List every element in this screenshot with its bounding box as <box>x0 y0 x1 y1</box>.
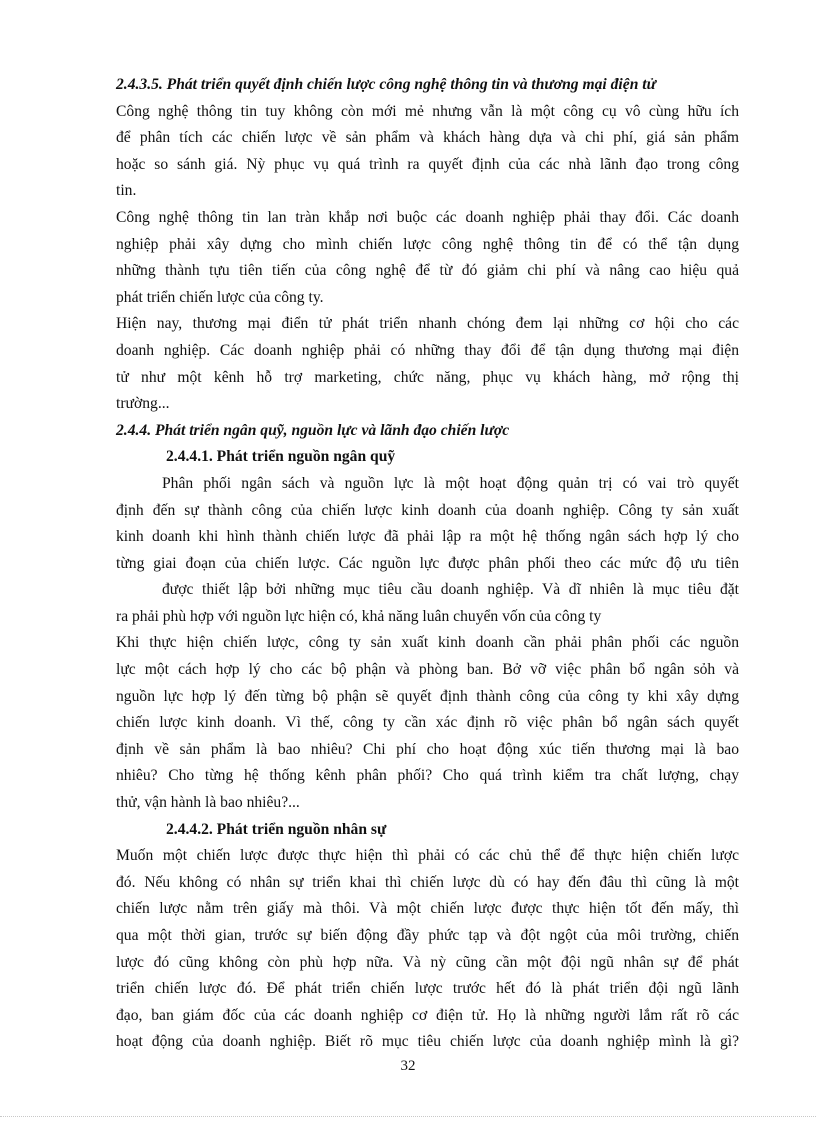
text-line: Phân phối ngân sách và nguồn lực là một hoạt động quản trị có vai trò quyết <box>162 474 739 492</box>
text-line: chiến lược kinh doanh. Vì thế, công ty cần xác định rõ việc phân bổ ngân sách quyết <box>116 714 739 732</box>
text-line: định về sản phẩm là bao nhiêu? Chi phí cho hoạt động xúc tiến thương mại là bao <box>116 740 739 758</box>
text-line: những thành tựu tiên tiến của công nghệ để từ đó giảm chi phí và nâng cao hiệu quả <box>116 262 739 280</box>
text-line: tin. <box>116 182 137 200</box>
text-line: để phân tích các chiến lược về sản phẩm và khách hàng dựa và chi phí, giá sản phẩm <box>116 129 739 147</box>
text-line: hoạt động của doanh nghiệp. Biết rõ mục tiêu chiến lược của doanh nghiệp mình là gì? <box>116 1033 739 1051</box>
text-line: nghiệp phải xây dựng cho mình chiến lược công nghệ thông tin để có thể tận dụng <box>116 235 739 253</box>
text-line: phát triển chiến lược của công ty. <box>116 288 324 306</box>
text-line: chiến lược nằm trên giấy mà thôi. Và một chiến lược được thực hiện tốt đến mấy, thì <box>116 900 739 918</box>
text-line: qua một thời gian, trước sự biến động đầy phức tạp và đột ngột của môi trường, chiến <box>116 927 739 944</box>
footer-divider <box>0 1116 816 1117</box>
text-line: định đến sự thành công của chiến lược kinh doanh của doanh nghiệp. Công ty sản xuất <box>116 501 739 519</box>
text-line: thử, vận hành là bao nhiêu?... <box>116 794 300 812</box>
text-line: Công nghệ thông tin tuy không còn mới mẻ nhưng vẫn là một công cụ vô cùng hữu ích <box>116 102 739 120</box>
text-line: nhiêu? Cho từng hệ thống kênh phân phối? Cho quá trình kiểm tra chất lượng, chạy <box>116 767 739 785</box>
text-line: kinh doanh khi hình thành chiến lược đã phải lập ra một hệ thống ngân sách hợp lý cho <box>116 528 739 546</box>
document-page <box>116 72 739 1056</box>
text-line: Công nghệ thông tin lan tràn khắp nơi buộc các doanh nghiệp phải thay đổi. Các doanh <box>116 208 739 226</box>
text-line: từng giai đoạn của chiến lược. Các nguồn lực được phân phối theo các mức độ ưu tiên <box>116 554 739 572</box>
text-line: đạo, ban giám đốc của các doanh nghiệp cơ điện tử. Họ là những người lắm rất rõ các <box>116 1006 739 1024</box>
text-line: triển chiến lược đó. Để phát triển chiến lược trước hết đó là phát triển đội ngũ lãnh <box>116 980 739 998</box>
subsection-heading: 2.4.4.1. Phát triển nguồn ngân quỹ <box>166 448 396 466</box>
page-number: 32 <box>400 1058 416 1074</box>
text-line: tử như một kênh hỗ trợ marketing, chức năng, phục vụ khách hàng, mở rộng thị <box>116 368 739 386</box>
subsection-heading: 2.4.4.2. Phát triển nguồn nhân sự <box>166 820 387 838</box>
text-line: ra phải phù hợp với nguồn lực hiện có, khả năng luân chuyển vốn của công ty <box>116 607 602 625</box>
text-line: Muốn một chiến lược được thực hiện thì phải có các chủ thể để thực hiện chiến lược <box>116 847 739 865</box>
text-line: lực một cách hợp lý cho các bộ phận và phòng ban. Bở vỡ việc phân bổ ngân sỏh và <box>116 661 739 679</box>
text-line: hoặc so sánh giá. Nỳ phục vụ quá trình ra quyết định của các nhà lãnh đạo trong công <box>116 155 739 173</box>
section-heading: 2.4.4. Phát triển ngân quỹ, nguồn lực và lãnh đạo chiến lược <box>116 421 510 439</box>
text-line: Hiện nay, thương mại điển tử phát triển nhanh chóng đem lại những cơ hội cho các <box>116 315 739 333</box>
text-line: doanh nghiệp. Các doanh nghiệp phải có những thay đổi để tận dụng thương mại điện <box>116 341 739 359</box>
text-line: trường... <box>116 395 170 413</box>
text-line: được thiết lập bởi những mục tiêu cầu doanh nghiệp. Và dĩ nhiên là mục tiêu đặt <box>162 581 739 599</box>
text-line: đó. Nếu không có nhân sự triển khai thì chiến lược dù có hay đến đâu thì cũng là một <box>116 873 739 891</box>
text-line: Khi thực hiện chiến lược, công ty sản xuất kinh doanh cần phải phân phối các nguồn <box>116 634 739 652</box>
section-heading: 2.4.3.5. Phát triển quyết định chiến lược công nghệ thông tin và thương mại điện tử <box>116 76 656 93</box>
text-line: lược đó cũng không còn phù hợp nữa. Và nỳ cũng cần một đội ngũ nhân sự để phát <box>116 953 739 971</box>
text-line: nguồn lực hợp lý đến từng bộ phận sẽ quyết định thành công của công ty khi xây dựng <box>116 687 739 705</box>
